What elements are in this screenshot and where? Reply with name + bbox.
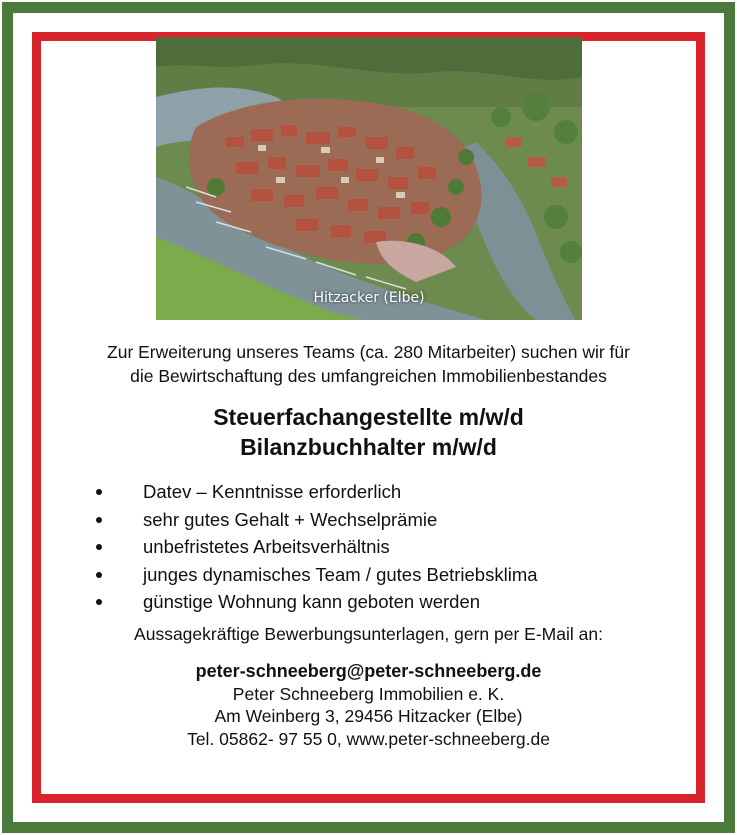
job-advertisement	[28, 28, 709, 807]
position-title-2: Bilanzbuchhalter m/w/d	[240, 434, 497, 460]
list-item	[96, 506, 538, 534]
position-titles	[28, 402, 709, 462]
intro-text	[28, 340, 709, 388]
benefits-list	[96, 478, 538, 616]
list-item	[96, 533, 538, 561]
bullet-icon	[96, 489, 102, 495]
benefit-text: sehr gutes Gehalt + Wechselprämie	[143, 508, 438, 530]
list-item	[96, 561, 538, 589]
photo-caption: Hitzacker (Elbe)	[313, 290, 425, 306]
aerial-photo-illustration	[156, 37, 582, 320]
bullet-icon	[96, 599, 102, 605]
list-item	[96, 588, 538, 616]
company-address: Am Weinberg 3, 29456 Hitzacker (Elbe)	[214, 706, 523, 726]
bullet-icon	[96, 572, 102, 578]
position-title-1: Steuerfachangestellte m/w/d	[213, 404, 524, 430]
aerial-town-photo	[156, 37, 582, 320]
contact-email-link[interactable]: peter-schneeberg@peter-schneeberg.de	[195, 661, 542, 681]
company-name: Peter Schneeberg Immobilien e. K.	[232, 683, 505, 704]
application-note: Aussagekräftige Bewerbungsunterlagen, gern per E-Mail an:	[134, 624, 603, 644]
benefit-text: junges dynamisches Team / gutes Betriebsklima	[143, 563, 538, 585]
benefit-text: Datev – Kenntnisse erforderlich	[143, 481, 402, 502]
intro-line-1: Zur Erweiterung unseres Teams (ca. 280 Mitarbeiter) suchen wir für	[107, 342, 630, 362]
phone-and-website: Tel. 05862- 97 55 0, www.peter-schneeberg.de	[187, 728, 550, 749]
bullet-icon	[96, 544, 102, 550]
intro-line-2: die Bewirtschaftung des umfangreichen Immobilienbestandes	[130, 366, 607, 386]
list-item	[96, 478, 538, 506]
benefit-text: unbefristetes Arbeitsverhältnis	[143, 536, 390, 557]
contact-block	[28, 660, 709, 750]
benefit-text: günstige Wohnung kann geboten werden	[143, 591, 481, 612]
bullet-icon	[96, 517, 102, 523]
